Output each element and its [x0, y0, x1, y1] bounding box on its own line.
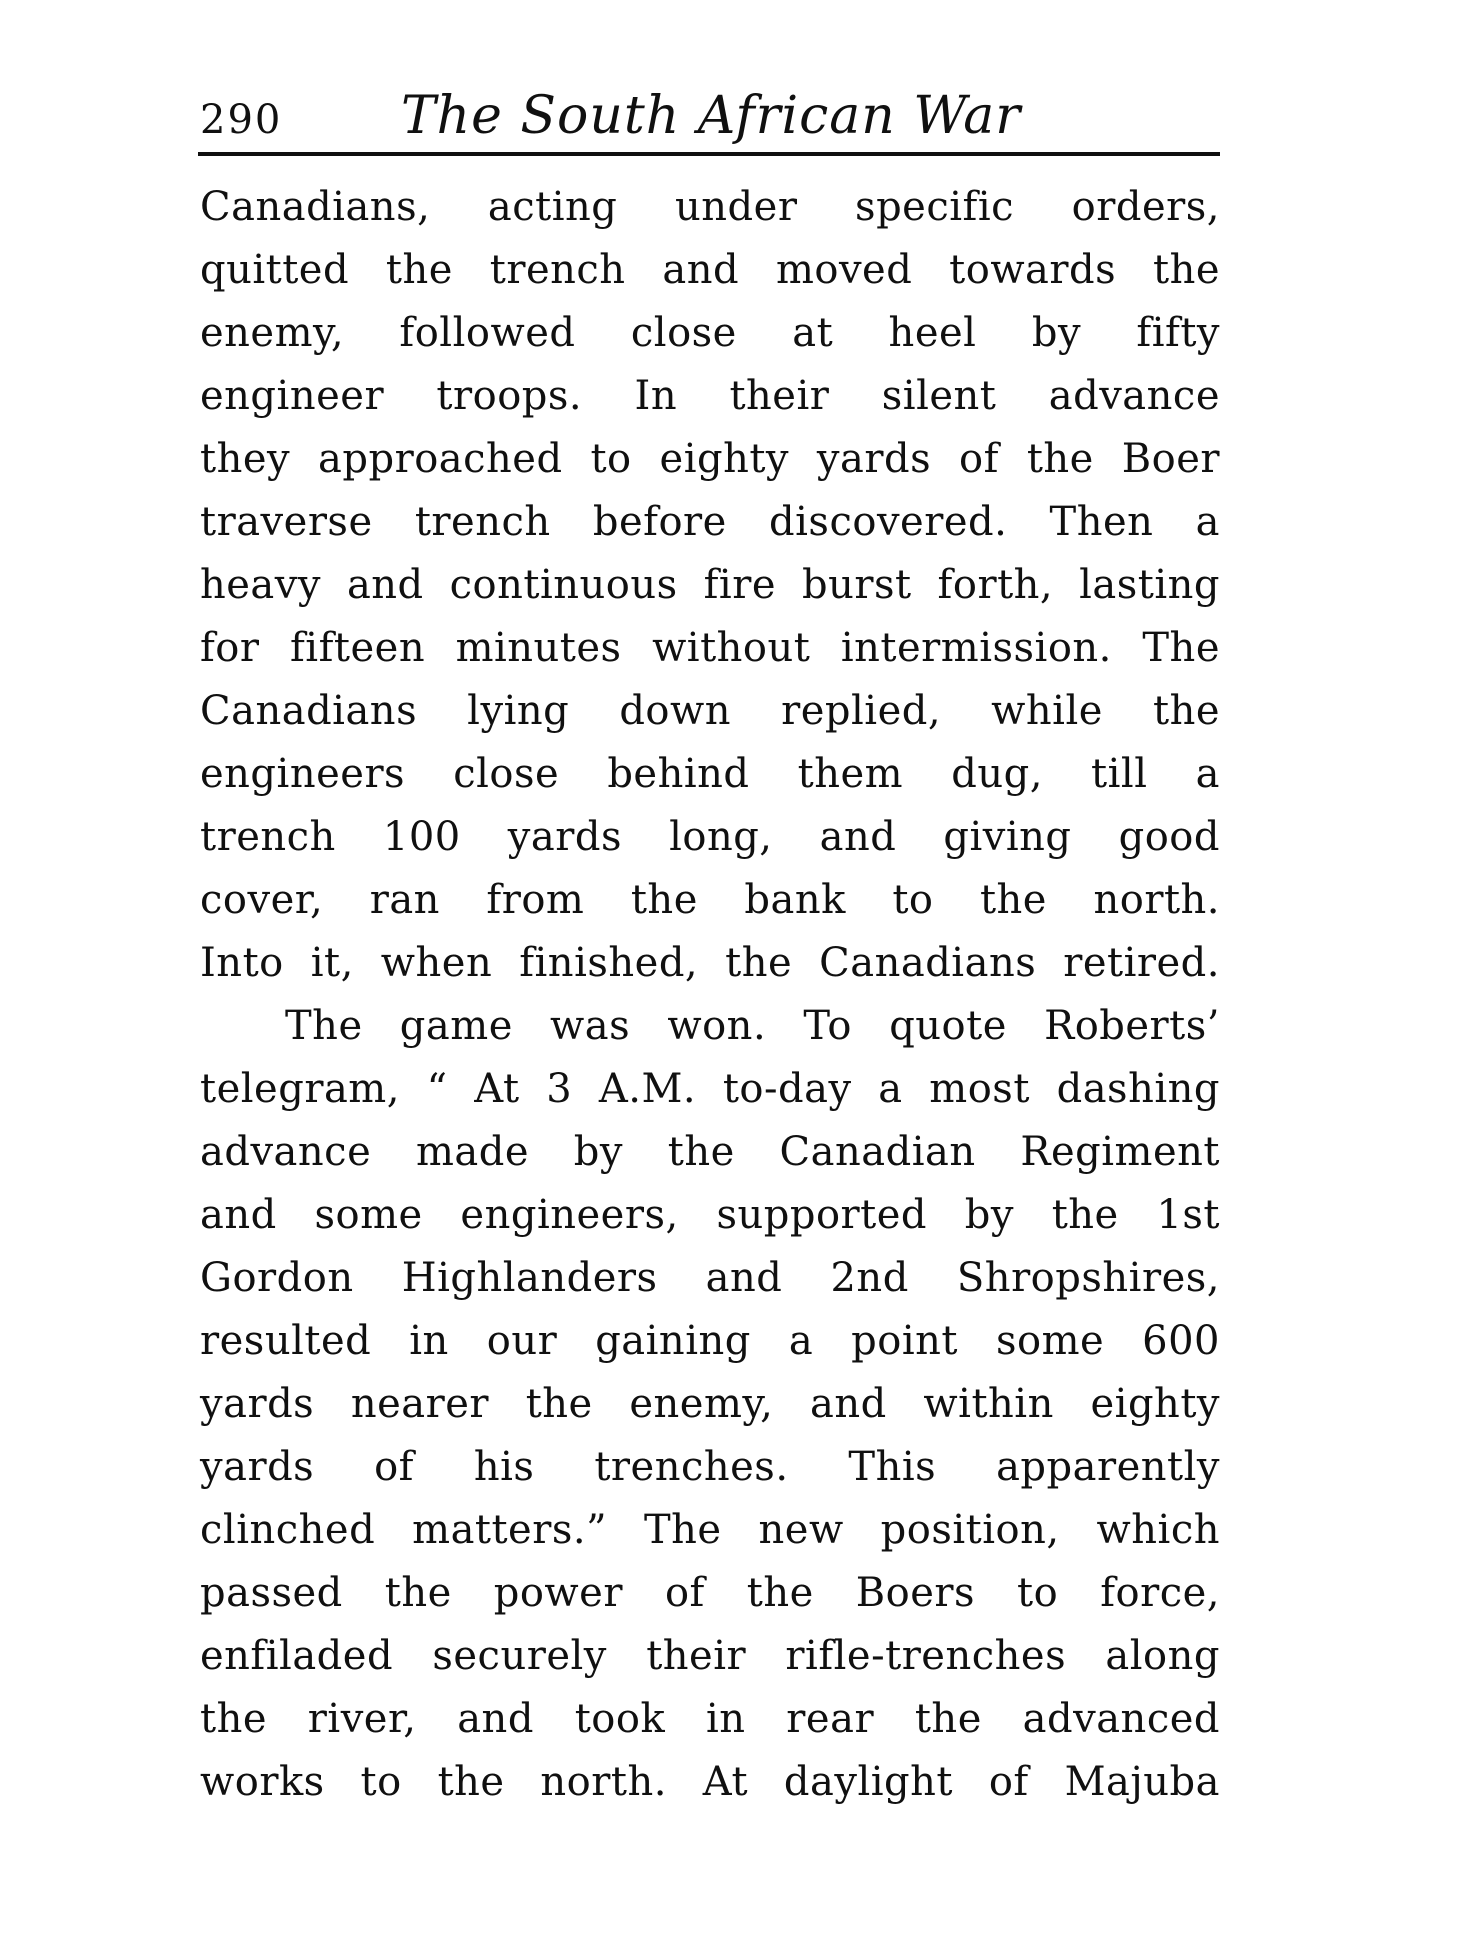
text-line: resulted in our gaining a point some 600: [200, 1318, 1220, 1364]
text-line: they approached to eighty yards of the Boer: [200, 436, 1220, 482]
text-line: advance made by the Canadian Regiment: [200, 1129, 1220, 1175]
text-line: The game was won. To quote Roberts’: [285, 1003, 1220, 1049]
text-line: trench 100 yards long, and giving good: [200, 814, 1220, 860]
text-line: the river, and took in rear the advanced: [200, 1696, 1220, 1742]
text-line: engineer troops. In their silent advance: [200, 373, 1220, 419]
text-line: passed the power of the Boers to force,: [200, 1570, 1220, 1616]
text-line: clinched matters.” The new position, which: [200, 1507, 1220, 1553]
header-rule: [198, 152, 1220, 156]
text-line: Into it, when finished, the Canadians retired.: [200, 940, 1220, 986]
body-text: [200, 176, 1220, 1814]
page-number: 290: [200, 97, 283, 143]
text-line: Gordon Highlanders and 2nd Shropshires,: [200, 1255, 1220, 1301]
text-line: and some engineers, supported by the 1st: [200, 1192, 1220, 1238]
text-line: telegram, “ At 3 A.M. to-day a most dashing: [200, 1066, 1220, 1112]
text-line: engineers close behind them dug, till a: [200, 751, 1220, 797]
text-line: works to the north. At daylight of Majuba: [200, 1759, 1220, 1805]
text-line: enfiladed securely their rifle-trenches along: [200, 1633, 1220, 1679]
running-title: The South African War: [400, 86, 1022, 146]
text-line: for fifteen minutes without intermission. The: [200, 625, 1220, 671]
text-line: heavy and continuous fire burst forth, lasting: [200, 562, 1220, 608]
text-line: traverse trench before discovered. Then a: [200, 499, 1220, 545]
text-line: quitted the trench and moved towards the: [200, 247, 1220, 293]
text-line: cover, ran from the bank to the north.: [200, 877, 1220, 923]
text-line: Canadians, acting under specific orders,: [200, 184, 1220, 230]
text-line: yards of his trenches. This apparently: [200, 1444, 1220, 1490]
text-line: yards nearer the enemy, and within eighty: [200, 1381, 1220, 1427]
text-line: Canadians lying down replied, while the: [200, 688, 1220, 734]
text-line: enemy, followed close at heel by fifty: [200, 310, 1220, 356]
running-header: [200, 76, 1222, 146]
